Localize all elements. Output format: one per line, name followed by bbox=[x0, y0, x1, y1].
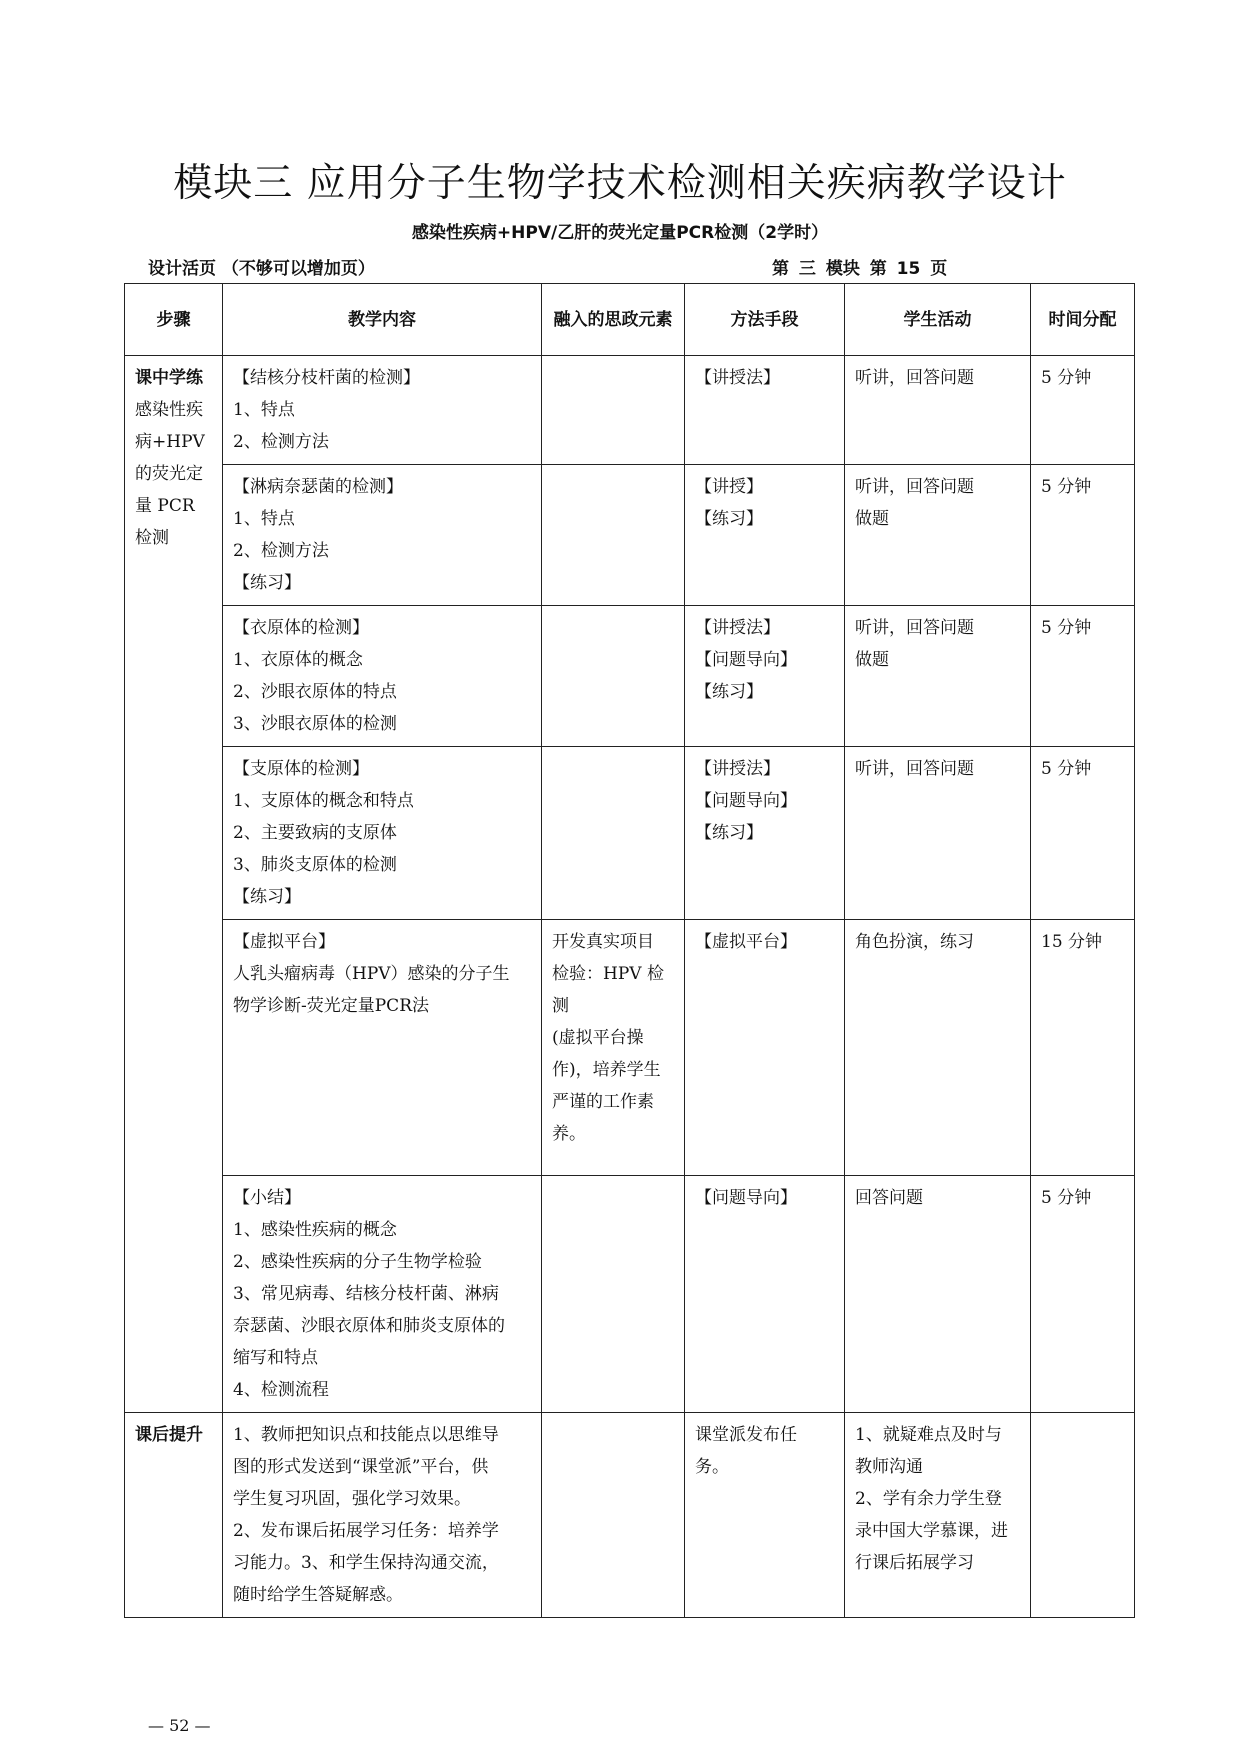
time-cell: 5 分钟 bbox=[1031, 465, 1135, 606]
content-cell-line: 【结核分枝杆菌的检测】 bbox=[233, 368, 420, 388]
activity-cell-line: 做题 bbox=[855, 509, 889, 529]
method-cell bbox=[685, 747, 845, 920]
content-cell bbox=[223, 356, 542, 465]
header-ideology: 融入的思政元素 bbox=[542, 284, 685, 356]
content-cell-line: 【练习】 bbox=[233, 887, 301, 907]
method-cell bbox=[685, 606, 845, 747]
activity-cell-line: 行课后拓展学习 bbox=[855, 1553, 974, 1573]
method-cell bbox=[685, 920, 845, 1176]
content-cell-line: 2、检测方法 bbox=[233, 432, 329, 452]
content-cell-line: 1、特点 bbox=[233, 509, 295, 529]
content-cell-line: 【小结】 bbox=[233, 1188, 301, 1208]
activity-cell-line: 角色扮演，练习 bbox=[855, 932, 974, 952]
content-cell-line: 1、教师把知识点和技能点以思维导 bbox=[233, 1425, 499, 1445]
stage-desc-line: 量 PCR bbox=[135, 496, 195, 516]
method-cell-line: 【问题导向】 bbox=[695, 650, 797, 670]
header-activity: 学生活动 bbox=[845, 284, 1031, 356]
stage-title: 课中学练 bbox=[135, 368, 203, 388]
method-cell-line: 【讲授法】 bbox=[695, 368, 780, 388]
method-cell-line: 【练习】 bbox=[695, 823, 763, 843]
content-cell bbox=[223, 606, 542, 747]
content-cell-line: 人乳头瘤病毒（HPV）感染的分子生 bbox=[233, 964, 510, 984]
stage-desc-line: 病+HPV bbox=[135, 432, 205, 452]
activity-cell-line: 回答问题 bbox=[855, 1188, 923, 1208]
stage-cell-after-class bbox=[125, 1413, 223, 1618]
ideology-cell bbox=[542, 747, 685, 920]
content-cell bbox=[223, 1413, 542, 1618]
content-cell-line: 3、沙眼衣原体的检测 bbox=[233, 714, 397, 734]
content-cell-line: 4、检测流程 bbox=[233, 1380, 329, 1400]
content-cell-line: 2、主要致病的支原体 bbox=[233, 823, 397, 843]
method-cell-line: 【讲授法】 bbox=[695, 618, 780, 638]
time-cell bbox=[1031, 1413, 1135, 1618]
content-cell-line: 物学诊断-荧光定量PCR法 bbox=[233, 996, 429, 1016]
method-cell-line: 【问题导向】 bbox=[695, 791, 797, 811]
ideology-cell-line: 开发真实项目 bbox=[552, 932, 654, 952]
activity-cell bbox=[845, 747, 1031, 920]
method-cell-line: 务。 bbox=[695, 1457, 729, 1477]
content-cell-line: 1、特点 bbox=[233, 400, 295, 420]
page-subtitle: 感染性疾病+HPV/乙肝的荧光定量PCR检测（2学时） bbox=[411, 223, 829, 243]
content-cell bbox=[223, 747, 542, 920]
method-cell bbox=[685, 1176, 845, 1413]
activity-cell-line: 做题 bbox=[855, 650, 889, 670]
content-cell-line: 1、感染性疾病的概念 bbox=[233, 1220, 397, 1240]
activity-cell bbox=[845, 465, 1031, 606]
method-cell bbox=[685, 465, 845, 606]
page-title: 模块三 应用分子生物学技术检测相关疾病教学设计 bbox=[173, 161, 1067, 206]
ideology-cell bbox=[542, 356, 685, 465]
content-cell-line: 2、感染性疾病的分子生物学检验 bbox=[233, 1252, 482, 1272]
content-cell-line: 【淋病奈瑟菌的检测】 bbox=[233, 477, 403, 497]
table-row bbox=[125, 747, 1135, 920]
content-cell-line: 奈瑟菌、沙眼衣原体和肺炎支原体的 bbox=[233, 1316, 505, 1336]
content-cell-line: 2、发布课后拓展学习任务：培养学 bbox=[233, 1521, 499, 1541]
ideology-cell bbox=[542, 920, 685, 1176]
content-cell-line: 2、检测方法 bbox=[233, 541, 329, 561]
activity-cell-line: 听讲，回答问题 bbox=[855, 759, 974, 779]
stage-desc-line: 感染性疾 bbox=[135, 400, 203, 420]
content-cell-line: 1、支原体的概念和特点 bbox=[233, 791, 414, 811]
method-cell-line: 【虚拟平台】 bbox=[695, 932, 797, 952]
header-row bbox=[125, 284, 1135, 356]
activity-cell-line: 听讲，回答问题 bbox=[855, 618, 974, 638]
table-row bbox=[125, 465, 1135, 606]
content-cell-line: 3、肺炎支原体的检测 bbox=[233, 855, 397, 875]
content-cell bbox=[223, 1176, 542, 1413]
header-time: 时间分配 bbox=[1031, 284, 1135, 356]
activity-cell-line: 听讲，回答问题 bbox=[855, 477, 974, 497]
ideology-cell-line: 养。 bbox=[552, 1124, 586, 1144]
table-row bbox=[125, 606, 1135, 747]
activity-cell-line: 2、学有余力学生登 bbox=[855, 1489, 1002, 1509]
content-cell-line: 1、衣原体的概念 bbox=[233, 650, 363, 670]
content-cell bbox=[223, 465, 542, 606]
activity-cell bbox=[845, 606, 1031, 747]
table-row bbox=[125, 1176, 1135, 1413]
table-row bbox=[125, 920, 1135, 1176]
method-cell-line: 【问题导向】 bbox=[695, 1188, 797, 1208]
content-cell-line: 3、常见病毒、结核分枝杆菌、淋病 bbox=[233, 1284, 499, 1304]
activity-cell-line: 1、就疑难点及时与 bbox=[855, 1425, 1002, 1445]
activity-cell bbox=[845, 1413, 1031, 1618]
content-cell-line: 【练习】 bbox=[233, 573, 301, 593]
method-cell-line: 【讲授】 bbox=[695, 477, 763, 497]
activity-cell bbox=[845, 356, 1031, 465]
header-content: 教学内容 bbox=[223, 284, 542, 356]
activity-cell-line: 教师沟通 bbox=[855, 1457, 923, 1477]
table-row bbox=[125, 1413, 1135, 1618]
content-cell-line: 2、沙眼衣原体的特点 bbox=[233, 682, 397, 702]
activity-cell-line: 录中国大学慕课，进 bbox=[855, 1521, 1008, 1541]
activity-cell bbox=[845, 920, 1031, 1176]
content-cell-line: 【衣原体的检测】 bbox=[233, 618, 369, 638]
header-method: 方法手段 bbox=[685, 284, 845, 356]
content-cell-line: 图的形式发送到“课堂派”平台，供 bbox=[233, 1457, 489, 1477]
method-cell-line: 课堂派发布任 bbox=[695, 1425, 797, 1445]
method-cell-line: 【讲授法】 bbox=[695, 759, 780, 779]
module-page-label: 第 三 模块 第 15 页 bbox=[772, 259, 948, 279]
design-sheet-label: 设计活页 （不够可以增加页） bbox=[148, 259, 375, 279]
content-cell-line: 习能力。3、和学生保持沟通交流， bbox=[233, 1553, 499, 1573]
method-cell bbox=[685, 356, 845, 465]
content-cell bbox=[223, 920, 542, 1176]
time-cell: 15 分钟 bbox=[1031, 920, 1135, 1176]
time-cell: 5 分钟 bbox=[1031, 356, 1135, 465]
time-cell: 5 分钟 bbox=[1031, 1176, 1135, 1413]
stage-desc-line: 的荧光定 bbox=[135, 464, 203, 484]
ideology-cell-line: 严谨的工作素 bbox=[552, 1092, 654, 1112]
time-cell: 5 分钟 bbox=[1031, 606, 1135, 747]
ideology-cell bbox=[542, 1176, 685, 1413]
content-cell-line: 缩写和特点 bbox=[233, 1348, 318, 1368]
lesson-plan-table bbox=[124, 283, 1135, 1618]
page-number: — 52 — bbox=[148, 1716, 211, 1735]
stage-desc-line: 检测 bbox=[135, 528, 169, 548]
ideology-cell-line: 检验：HPV 检测 bbox=[552, 964, 664, 1016]
header-step: 步骤 bbox=[125, 284, 223, 356]
method-cell-line: 【练习】 bbox=[695, 509, 763, 529]
time-cell: 5 分钟 bbox=[1031, 747, 1135, 920]
activity-cell bbox=[845, 1176, 1031, 1413]
activity-cell-line: 听讲，回答问题 bbox=[855, 368, 974, 388]
content-cell-line: 【支原体的检测】 bbox=[233, 759, 369, 779]
method-cell bbox=[685, 1413, 845, 1618]
method-cell-line: 【练习】 bbox=[695, 682, 763, 702]
stage-title: 课后提升 bbox=[135, 1425, 203, 1445]
ideology-cell-line: 作)，培养学生 bbox=[552, 1060, 661, 1080]
ideology-cell bbox=[542, 606, 685, 747]
table-row bbox=[125, 356, 1135, 465]
ideology-cell bbox=[542, 1413, 685, 1618]
content-cell-line: 随时给学生答疑解惑。 bbox=[233, 1585, 403, 1605]
ideology-cell-line: (虚拟平台操 bbox=[552, 1028, 644, 1048]
content-cell-line: 【虚拟平台】 bbox=[233, 932, 335, 952]
content-cell-line: 学生复习巩固，强化学习效果。 bbox=[233, 1489, 471, 1509]
ideology-cell bbox=[542, 465, 685, 606]
stage-cell-in-class bbox=[125, 356, 223, 1413]
